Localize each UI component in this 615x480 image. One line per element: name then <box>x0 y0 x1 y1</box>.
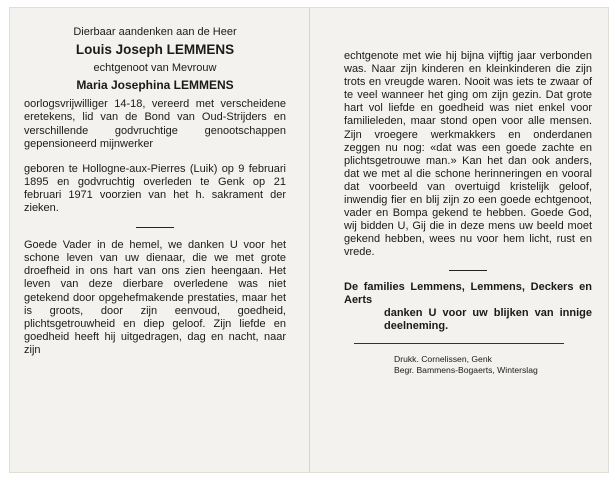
printer-info <box>344 354 592 376</box>
tribute-text: echtgenote met wie hij bijna vijftig jaar verbonden was. Naar zijn kinderen en kleinkinderen die zijn trots en vreugde waren. Nooit was iets te zwaar of te veel wanneer het ging om zijn gezin. Dat grote hart vol liefde en goedheid was niet enkel voor familieleden, maar stond open voor alle mensen. Zijn vroegere werkmakkers en onderdanen zeggen nu nog: «dat was een goede zachte en plichtsgetrouwe man.» Kan het dan ook anders, dat we met al die schone herinneringen en vooral dat voorbeeld van overtuigd kristelijk geloof, inwendig fier en blij zijn zo een goede echtgenoot, vader en Bompa gekend te hebben. Goede God, wij bidden U, Gij die in deze mens uw beeld moet gekend hebben, wees nu voor hem licht, rust en vrede. <box>344 50 592 259</box>
intro-line: Dierbaar aandenken aan de Heer <box>73 26 237 38</box>
prayer-text: Goede Vader in de hemel, we danken U voor het schone leven van uw dienaar, die we met grote droefheid in ons hart van ons zien heengaan. Het leven van deze dierbare overledene was niet getekend door opgehefmakende prestaties, maar het is groots, door zijn eenvoud, goedheid, plichtsgetrouwheid en diep geloof. Zijn liefde en goedheid heeft hij uitgedragen, dag en nacht, naar zijn <box>24 239 286 356</box>
right-page <box>344 8 592 376</box>
thanks-block <box>344 281 592 333</box>
biography: oorlogsvrijwilliger 14-18, vereerd met verscheidene eretekens, lid van de Bond van Oud-Strijders en verschillende godvruchtige genootschappen gepensioneerd mijnwerker <box>24 98 286 150</box>
separator-rule-right <box>449 270 487 271</box>
printer-rule <box>354 343 564 344</box>
spouse-name: Maria Josephina LEMMENS <box>76 78 234 93</box>
left-page <box>24 8 286 357</box>
separator-rule <box>136 227 174 228</box>
spouse-intro: echtgenoot van Mevrouw <box>93 62 217 75</box>
printer-line-1: Drukk. Cornelissen, Genk <box>394 353 492 364</box>
deceased-name: Louis Joseph LEMMENS <box>75 42 235 58</box>
birth-death: geboren te Hollogne-aux-Pierres (Luik) op 9 februari 1895 en godvruchtig overleden te Genk op 21 februari 1971 voorzien van het h. sakrament der zieken. <box>24 162 286 215</box>
printer-line-2: Begr. Bammens-Bogaerts, Winterslag <box>394 364 538 375</box>
thanks-message: danken U voor uw blijken van innige deelneming. <box>384 306 592 332</box>
memorial-card <box>10 8 608 472</box>
families: De families Lemmens, Lemmens, Deckers en Aerts <box>344 280 592 306</box>
card-fold <box>309 8 310 472</box>
